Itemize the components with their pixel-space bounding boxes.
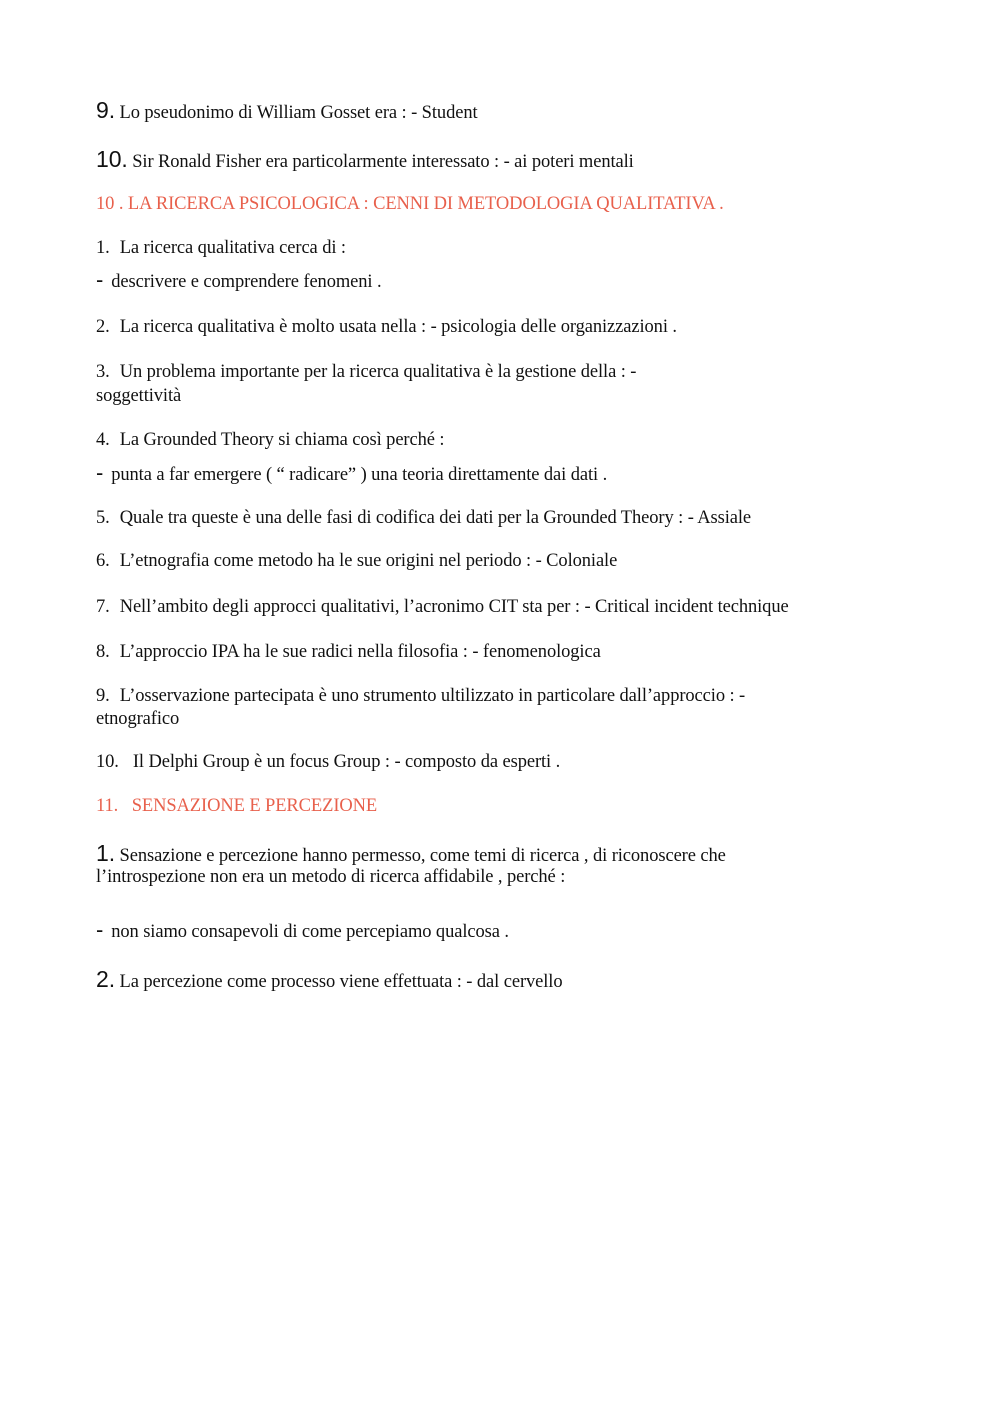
question-number: 1. — [96, 840, 115, 866]
question-number: 4. — [96, 430, 110, 450]
question-text: La ricerca qualitativa cerca di : — [119, 238, 346, 258]
s10-question-10 — [96, 750, 560, 774]
s10-question-5 — [96, 506, 751, 530]
question-10 — [96, 147, 634, 174]
question-number: 8. — [96, 642, 110, 662]
s10-question-9 — [96, 684, 745, 708]
s10-question-9-continuation: etnografico — [96, 709, 180, 729]
s11-answer-1 — [96, 918, 509, 944]
s10-answer-1 — [96, 268, 382, 294]
s10-answer-4 — [96, 461, 607, 487]
question-number: 10. — [96, 146, 128, 172]
question-number: 2. — [96, 966, 115, 992]
s11-question-1-continuation: l’introspezione non era un metodo di ricerca affidabile , perché : — [96, 867, 566, 887]
question-text: Sensazione e percezione hanno permesso, come temi di ricerca , di riconoscere che — [119, 846, 726, 866]
question-text: La ricerca qualitativa è molto usata nella : - psicologia delle organizzazioni . — [119, 317, 677, 337]
dash-bullet: - — [96, 917, 104, 942]
question-number: 1. — [96, 238, 110, 258]
s10-question-2 — [96, 315, 677, 339]
answer-text: descrivere e comprendere fenomeni . — [111, 272, 382, 292]
question-number: 10. — [96, 752, 119, 772]
s10-question-7 — [96, 595, 789, 619]
s10-question-6 — [96, 549, 617, 573]
question-text: La percezione come processo viene effettuata : - dal cervello — [119, 972, 563, 992]
question-text: Nell’ambito degli approcci qualitativi, l’acronimo CIT sta per : - Critical incident technique — [119, 597, 789, 617]
question-text: Un problema importante per la ricerca qualitativa è la gestione della : - — [119, 362, 637, 382]
question-number: 9. — [96, 686, 110, 706]
s10-question-4 — [96, 428, 444, 452]
question-text: Sir Ronald Fisher era particolarmente interessato : - ai poteri mentali — [132, 152, 634, 172]
answer-text: punta a far emergere ( “ radicare” ) una teoria direttamente dai dati . — [111, 465, 608, 485]
question-number: 5. — [96, 508, 110, 528]
question-text: Lo pseudonimo di William Gosset era : - Student — [119, 103, 478, 123]
s10-question-3-continuation: soggettività — [96, 386, 182, 406]
question-number: 2. — [96, 317, 110, 337]
s11-question-2 — [96, 967, 563, 994]
s11-question-1 — [96, 841, 726, 868]
question-text: Il Delphi Group è un focus Group : - composto da esperti . — [132, 752, 561, 772]
s10-question-3 — [96, 360, 636, 384]
question-number: 9. — [96, 97, 115, 123]
question-text: Quale tra queste è una delle fasi di codifica dei dati per la Grounded Theory : - Assiale — [119, 508, 752, 528]
s10-question-8 — [96, 640, 601, 664]
question-text: L’osservazione partecipata è uno strumento ultilizzato in particolare dall’approccio : - — [119, 686, 746, 706]
question-9 — [96, 98, 478, 125]
question-text: L’etnografia come metodo ha le sue origini nel periodo : - Coloniale — [119, 551, 618, 571]
s10-question-1 — [96, 236, 346, 260]
question-text: La Grounded Theory si chiama così perché : — [119, 430, 445, 450]
question-number: 3. — [96, 362, 110, 382]
section-heading: 11. SENSAZIONE E PERCEZIONE — [96, 796, 378, 816]
answer-text: non siamo consapevoli di come percepiamo qualcosa . — [111, 922, 509, 942]
dash-bullet: - — [96, 267, 104, 292]
question-number: 6. — [96, 551, 110, 571]
section-heading: 10 . LA RICERCA PSICOLOGICA : CENNI DI METODOLOGIA QUALITATIVA . — [96, 194, 724, 214]
question-number: 7. — [96, 597, 110, 617]
question-text: L’approccio IPA ha le sue radici nella filosofia : - fenomenologica — [119, 642, 601, 662]
dash-bullet: - — [96, 460, 104, 485]
